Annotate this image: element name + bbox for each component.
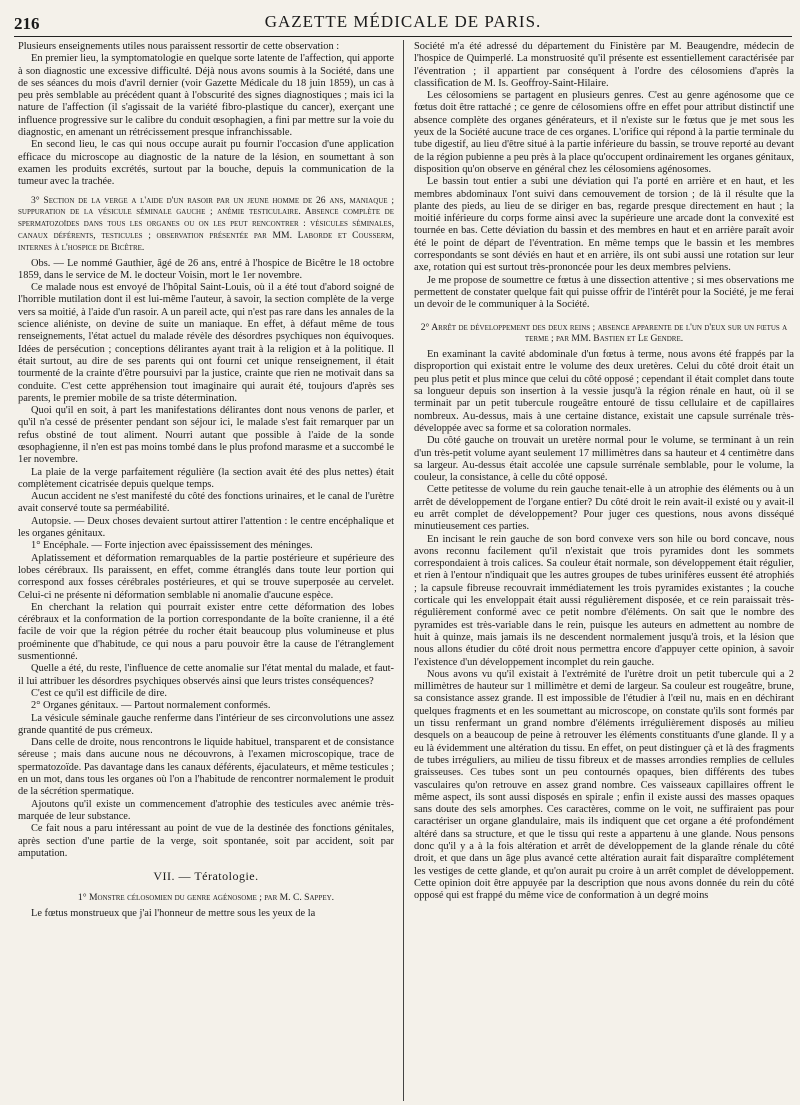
paragraph: Société m'a été adressé du département du Finistère par M. Beaugendre, médecin de l'hospice de Quimperlé. La monstruosité qu'il présente est essentiellement caractérisée par l'éventration ; il appartient par conséquent à l'ordre des célosomiens d'après la classification de M. Is. Geoffroy-Saint-Hilaire. [414, 41, 794, 89]
paragraph: Dans celle de droite, nous rencontrons le liquide habituel, transparent et de consistance séreuse ; mais dans aucune nous ne découvrons, à l'examen microscopique, trace de spermatozoïde. Pas davantage dans les canaux déférents, éjaculateurs, et même testicules ; en un mot, dans tous les organes où l'on a l'habitude de rencontrer normalement le produit de la sécrétion spermatique. [18, 737, 394, 798]
paragraph: Les célosomiens se partagent en plusieurs genres. C'est au genre agénosome que ce fœtus doit être rattaché ; ce genre de célosomiens offre en effet pour attribut distinctif une absence complète des organes générateurs, et il n'existe sur le fœtus que je met sous les yeux de la Société aucune trace de ces organes. L'orifice qui répond à la partie terminale du tube digestif, au lieu d'être situé à la partie inférieure du bassin, se trouve reporté au devant de la région pubienne a peu près à la place qu'occupent ordinairement les organes génitaux, disposition qu'on observe en général chez les célosomiens agénosomes. [414, 90, 794, 175]
paragraph: Nous avons vu qu'il existait à l'extrémité de l'urètre droit un petit tubercule qui a 2 millimètres de hauteur sur 1 millimètre et demi de largeur. Sa couleur est rougeâtre, brune, sa consistance assez grande. Il est impossible de l'étudier à l'œil nu, mais en en déchirant quelques fragments et en les soumettant au microscope, on constate qu'ils sont formés par un tissu renfermant un grand nombre d'éléments irrégulièrement disposés au milieu desquels on a beaucoup de peine à retrouver les éléments constituants d'une glande. Il y a eu là évidemment une altération du tissu. En effet, on peut distinguer çà et là des fragments de tubes irréguliers, au milieu de tissu fibreux et de masses arrondies remplies de cellules graisseuses. Ces tubes sont un peu contournés opaques, bien différents des tubes vasculaires qu'on retrouve en assez grand nombre. Ces vaisseaux capillaires offrent le même aspect, ils sont aussi disposés en spirale ; enfin il existe aussi des masses opaques sans doute des sels amorphes. Ces caractères, comme on le voit, ne suffiraient pas pour caractériser un organe glandulaire, mais ils indiquent que cet organe a été profondément altéré dans sa structure, et que le tissu qui reste a appartenu à une glande. Nous pensons donc qu'il y a à la fois altération et arrêt de développement de la glande rénale du côté droit, et que dans un âge plus avancé cette altération aurait fait disparaître complétement les vestiges de cette glande, et qu'on aurait pu croire à un arrêt complet de développement. Cette opinion doit être appuyée par la description que nous avons donnée du rein du côté opposé qui est frappé du même vice de conformation à un degré moins [414, 668, 794, 902]
running-title: GAZETTE MÉDICALE DE PARIS. [264, 12, 542, 31]
left-column [18, 41, 394, 1101]
article-heading: 2° Arrêt de développement des deux reins ; absence apparente de l'un d'eux sur un fœtus a terme ; par MM. Bastien et Le Gendre. [420, 321, 788, 345]
paragraph: En second lieu, le cas qui nous occupe aurait pu fournir l'occasion d'une application efficace du microscope au diagnostic de la nature de la lésion, en soumettant à son examen les produits excrétés, surtout par la bouche, depuis la communication de la tumeur avec la trachée. [18, 139, 394, 188]
paragraph: Quoi qu'il en soit, à part les manifestations délirantes dont nous venons de parler, et qu'il n'a cessé de présenter pendant son séjour ici, le malade s'est fait remarquer par un refus obstiné de tout aliment. Nourri autant que possible à l'aide de la sonde œsophagienne, il n'en est pas moins tombé dans le plus profond marasme et a succombé le 1er novembre. [18, 405, 394, 466]
paragraph: Quelle a été, du reste, l'influence de cette anomalie sur l'état mental du malade, et faut-il lui attribuer les désordres psychiques observés ainsi que leurs tristes conséquences? [18, 663, 394, 687]
paragraph: En incisant le rein gauche de son bord convexe vers son hile ou bord concave, nous avons reconnu facilement qu'il n'existait que trois pyramides dont les sommets correspondaient à trois calices. Sa couleur était normale, son développement était régulier, et rien à l'entour n'indiquait que les autres groupes de tubes urinifères eussent été atrophiés ; la capsule fibreuse recouvrait immédiatement les trois pyramides existantes ; la couche corticale qui les enveloppait était aussi régulièrement disposée, et ce rein paraissait très-régulièrement conformé avec ce petit nombre d'éléments. On sait que le nombre des pyramides est très-variable dans le rein, puisque les auteurs en admettent au nombre de huit à quinze, mais jamais ils ne descendent normalement jusqu'à trois, et la lésion que nous allons étudier du côté droit nous permettra encore d'appuyer cette opinion, à savoir l'existence d'un développement incomplet du rein gauche. [414, 533, 794, 668]
paragraph: Obs. — Le nommé Gauthier, âgé de 26 ans, entré à l'hospice de Bicêtre le 18 octobre 1859, dans le service de M. le docteur Voisin, mort le 1er novembre. [18, 257, 394, 281]
section-title: VII. — Tératologie. [153, 869, 259, 884]
paragraph: La plaie de la verge parfaitement régulière (la section avait été des plus nettes) était complètement cicatrisée depuis quelque temps. [18, 466, 394, 490]
column-divider [403, 40, 404, 1101]
paragraph: Cette petitesse de volume du rein gauche tenait-elle à un atrophie des éléments ou à un arrêt de développement de l'organe entier? Du côté droit le rein avait-il existé ou y avait-il eu arrêt complet de développement? Pour juger ces questions, nous avons disséqué minutieusement ces parties. [414, 484, 794, 533]
paragraph: Ce fait nous a paru intéressant au point de vue de la destinée des fonctions génitales, après section d'une partie de la verge, soit spontanée, soit par accident, soit par amputation. [18, 823, 394, 859]
paragraph: 1° Encéphale. — Forte injection avec épaississement des méninges. [31, 540, 313, 552]
paragraph: Le bassin tout entier a subi une déviation qui l'a porté en arrière et en haut, et les membres abdominaux l'ont suivi dans cemouvement de torsion ; de là il résulte que la plante des pieds, au lieu de se diriger en bas, regarde presque directement en haut ; la moitié inférieure du corps forme ainsi avec la supérieure une arcade dont la convexité est tournée en bas. Cette déviation du bassin et des membres en haut et en arrière paraît avoir été le point de départ de l'éventration. En même temps que le bassin et les membres correspondants se sont déviés en haut et en arrière, ils ont subi aussi une rotation sur leur axe, rotation qui est surtout très-prononcée pour les deux membres pelviens. [414, 176, 794, 274]
article-heading: 3° Section de la verge a l'aide d'un rasoir par un jeune homme de 26 ans, maniaque ; suppuration de la vésicule séminale gauche ; anémie testiculaire. Absence complète de spermatozoïdes dans tous les organes ou on les peut rencontrer : vésicules séminales, canaux déférents, testicules ; observation présentée par MM. Laborde et Cousserm, internes à l'hospice de Bicêtre. [18, 194, 394, 253]
paragraph: En cherchant la relation qui pourrait exister entre cette déformation des lobes cérébraux et la conformation de la portion correspondante de la boîte cranienne, il a été facile de voir que la région pétrée du rocher était beaucoup plus volumineuse et plus proéminente que d'habitude, ce qui nous a paru pouvoir être la cause de l'étranglement susmentionné. [18, 601, 394, 663]
paragraph: Ajoutons qu'il existe un commencement d'atrophie des testicules avec anémie très-marquée de leur substance. [18, 798, 394, 822]
paragraph: Aucun accident ne s'est manifesté du côté des fonctions urinaires, et le canal de l'urètre avait conservé toute sa perméabilité. [18, 491, 394, 515]
paragraph: Plusieurs enseignements utiles nous paraissent ressortir de cette observation : [18, 41, 340, 52]
paragraph: Je me propose de soumettre ce fœtus à une dissection attentive ; si mes observations me permettent de constater quelque fait qui puisse offrir de l'intérêt pour la Société, je me ferai un devoir de le communiquer à la Société. [414, 274, 794, 311]
article-heading: 1° Monstre célosomien du genre agénosome ; par M. C. Sappey. [77, 892, 335, 904]
paragraph: C'est ce qu'il est difficile de dire. [31, 687, 167, 699]
right-column [414, 41, 794, 1101]
page-number: 216 [14, 14, 40, 33]
paragraph: Le fœtus monstrueux que j'ai l'honneur de mettre sous les yeux de la [31, 908, 316, 920]
paragraph: La vésicule séminale gauche renferme dans l'intérieur de ses circonvolutions une assez grande quantité de pus crémeux. [18, 712, 394, 736]
paragraph: En examinant la cavité abdominale d'un fœtus à terme, nous avons été frappés par la disproportion qui existait entre le volume des deux uretères. Celui du côté droit était un peu plus petit et plus mince que celui du côté opposé ; cependant il était complet dans toute sa longueur depuis son insertion à la vessie jusqu'à la région rénale en haut, où il se terminait par un petit tubercule rougeâtre entouré de tissu cellulaire et de capillaires nombreux. Au-dessus, mais à une certaine distance, existait une capsule surrénale très-développée avec sa forme et sa coloration normales. [414, 349, 794, 434]
paragraph: Du côté gauche on trouvait un uretère normal pour le volume, se terminant à un rein d'un très-petit volume ayant seulement 17 millimètres dans sa hauteur et 4 centimètre dans sa largeur. Au-dessus était accolée une capsule surrénale semblable, pour le volume, la couleur, la consistance, à celle du côté opposé. [414, 435, 794, 484]
paragraph: Aplatissement et déformation remarquables de la partie postérieure et supérieure des lobes cérébraux. Ils paraissent, en effet, comme étranglés dans toute leur portion qui correspond aux fosses cérébrales postérieures, et qui se trouve superposée au cervelet. Celui-ci ne présente ni déformation semblable ni anomalie d'aucune espèce. [18, 552, 394, 601]
paragraph: 2° Organes génitaux. — Partout normalement conformés. [31, 700, 271, 712]
paragraph: Autopsie. — Deux choses devaient surtout attirer l'attention : le centre encéphalique et les organes génitaux. [18, 515, 394, 540]
paragraph: Ce malade nous est envoyé de l'hôpital Saint-Louis, où il a été tout d'abord soigné de l'horrible mutilation dont il est lui-même l'auteur, à savoir, la section complète de la verge vers sa moitié, à l'aide d'un rasoir. A un pareil acte, qui n'est pas rare dans les annales de la science aliéniste, on devine de suite un maniaque. En effet, à défaut même de tous renseignements, l'état actuel du malade révèle des désordres psychiques non équivoques. Idées de persécution ; conceptions délirantes ayant trait à la religion et à la politique. Il était surtout, au dire de ses parents qui ont fourni cet unique renseignement, il était tourmenté de la crainte d'être poursuivi par la justice, crainte que rien ne motivait dans sa conduite. C'est cette appréhension tout imaginaire qui aurait été, toujours d'après ses parents, le premier mobile de sa triste détermination. [18, 282, 394, 404]
page-header [14, 6, 792, 37]
paragraph: En premier lieu, la symptomatologie en quelque sorte latente de l'affection, qui apporte à son diagnostic une excessive difficulté. Déjà nous avons soumis à la Société, dans une de ses séances du mois d'avril dernier (voir Gazette Médicale du 18 juin 1859), un cas à peu près semblable au précédent quant à l'obscurité des signes diagnostiques ; mais ici la nature de l'affection (il s'agissait de la variété fibro-plastique du cancer), exerçant une influence progressive sur le calibre du conduit œsophagien, a fini par mettre sur la voie du diagnostic, en amenant un rétrécissement presque infranchissable. [18, 53, 394, 139]
